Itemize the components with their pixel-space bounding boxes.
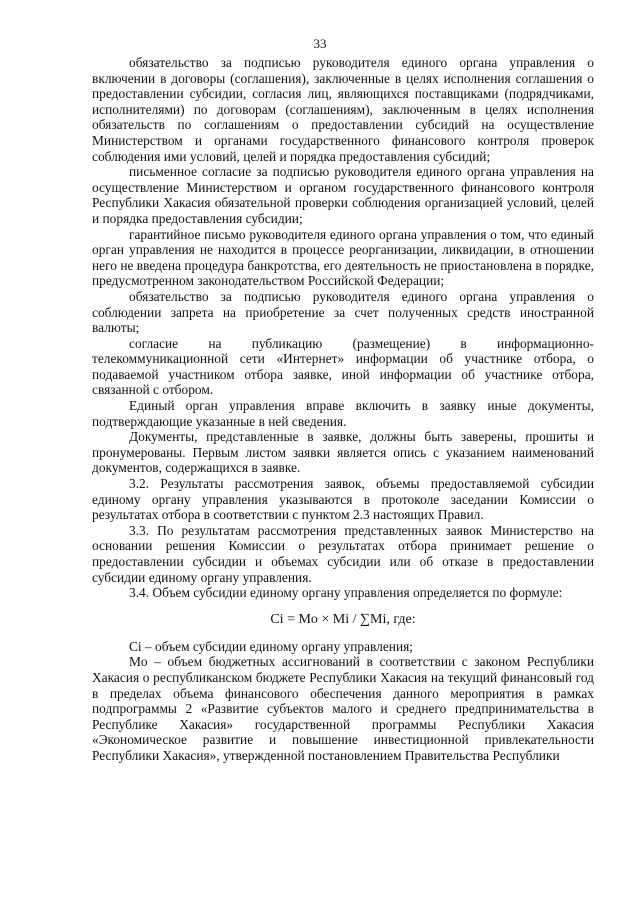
paragraph-document-certification: Документы, представленные в заявке, должны быть заверены, прошиты и пронумерованы. Первым листом заявки является опись с указанием наименований документов, содержащихся в заявке. <box>92 429 594 476</box>
document-body <box>92 55 594 764</box>
paragraph-publication-consent: согласие на публикацию (размещение) в информационно-телекоммуникационной сети «Интернет» информации об участнике отбора, о подаваемой участником отбора заявке, иной информации об участнике отбора, связанной с отбором. <box>92 335 594 398</box>
paragraph-written-consent: письменное согласие за подписью руководителя единого органа управления на осуществление Министерством и органом государственного финансового контроля Республики Хакасия обязательной проверки соблюдения организацией условий, целей и порядка предоставления субсидии; <box>92 164 594 226</box>
subsidy-formula: Ci = Mo × Mi / ∑Mi, где: <box>270 611 416 627</box>
page-number: 33 <box>313 36 327 51</box>
paragraph-subcontractor-consent-obligation: обязательство за подписью руководителя единого органа управления о включении в договоры (соглашения), заключенные в целях исполнения соглашения о предоставлении субсидии, согласия лиц, являющихся поставщиками (подрядчиками, исполнителями) по договорам (соглашениям), заключенным в целях исполнения обязательств по соглашениям о предоставлении субсидий на осуществление Министерством и органами государственного финансового контроля проверок соблюдения ими условий, целей и порядка предоставления субсидий; <box>92 55 594 164</box>
paragraph-additional-documents: Единый орган управления вправе включить в заявку иные документы, подтверждающие указанные в ней сведения. <box>92 398 594 429</box>
paragraph-clause-3-2: 3.2. Результаты рассмотрения заявок, объемы предоставляемой субсидии единому органу управления указываются в протоколе заседании Комиссии о результатах отбора в соответствии с пунктом 2.3 настоящих Правил. <box>92 476 594 523</box>
paragraph-ci-definition: Ci – объем субсидии единому органу управления; <box>129 638 413 654</box>
paragraph-currency-ban-obligation: обязательство за подписью руководителя единого органа управления о соблюдении запрета на приобретение за счет полученных средств иностранной валюты; <box>92 288 594 336</box>
paragraph-guarantee-letter: гарантийное письмо руководителя единого органа управления о том, что единый орган управления не находится в процессе реорганизации, ликвидации, в отношении него не введена процедура банкротства, его деятельность не приостановлена в порядке, предусмотренном законодательством Российской Федерации; <box>92 226 594 289</box>
paragraph-mo-definition: Mo – объем бюджетных ассигнований в соответствии с законом Республики Хакасия о республиканском бюджете Республики Хакасия на текущий финансовый год в пределах объема финансового обеспечения данного мероприятия в рамках подпрограммы 2 «Развитие субъектов малого и среднего предпринимательства в Республике Хакасия» государственной программы Республики Хакасия «Экономическое развитие и повышение инвестиционной привлекательности Республики Хакасия», утвержденной постановлением Правительства Республики <box>92 654 594 763</box>
paragraph-clause-3-4: 3.4. Объем субсидии единому органу управления определяется по формуле: <box>129 585 563 601</box>
paragraph-clause-3-3: 3.3. По результатам рассмотрения представленных заявок Министерство на основании решения Комиссии о результатах отбора принимает решение о предоставлении субсидии и объемах субсидии или об отказе в предоставлении субсидии единому органу управления. <box>92 522 594 585</box>
